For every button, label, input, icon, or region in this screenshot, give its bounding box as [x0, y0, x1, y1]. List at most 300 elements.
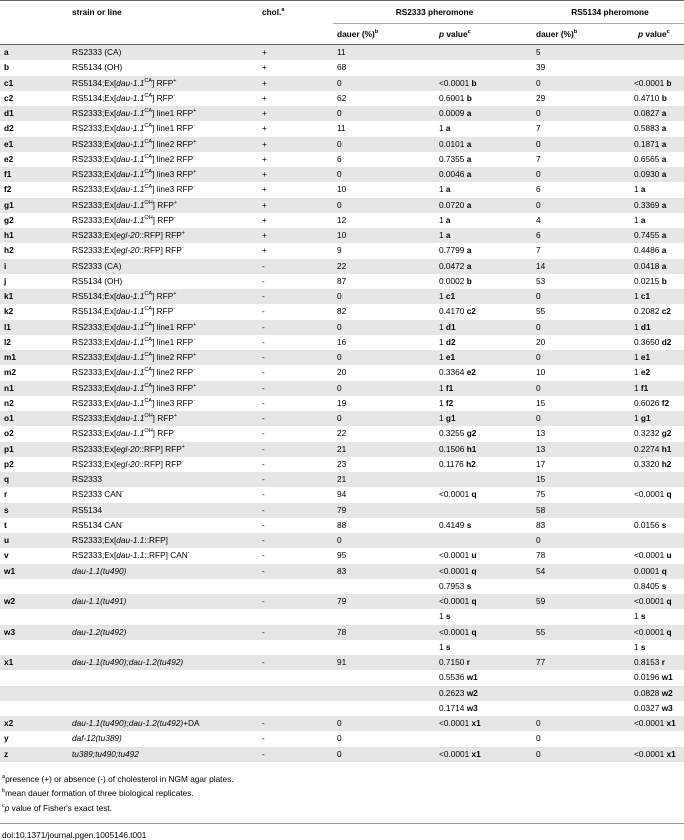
pvalue-compare-ref: w3: [466, 702, 478, 713]
pvalue-number: 0.3232: [634, 428, 662, 439]
pvalue-number: 1: [439, 397, 446, 408]
strain-superscript: +: [193, 169, 197, 175]
strain-text: dau-1.1: [116, 413, 145, 423]
pvalue-compare-ref: g1: [445, 413, 456, 423]
chol-cell: -: [258, 655, 333, 670]
pvalue-rs2333-cell: [435, 304, 532, 319]
pvalue-compare-ref: b: [466, 92, 472, 103]
pvalue-rs5134-cell: [634, 609, 684, 624]
dauer-rs5134-cell: 5: [532, 45, 634, 61]
strain-cell: [68, 289, 258, 304]
strain-cell: [68, 411, 258, 426]
strain-text: RS2333;Ex[: [72, 443, 117, 454]
strain-text: dau-1.2(tu492): [72, 626, 127, 637]
row-id: r: [0, 487, 68, 502]
strain-superscript: -: [173, 92, 176, 99]
chol-cell: +: [258, 198, 333, 213]
dauer-rs2333-cell: [333, 609, 435, 624]
header-row-1: [0, 1, 684, 24]
row-id: p2: [0, 457, 68, 472]
chol-cell: -: [258, 472, 333, 487]
pvalue-rs2333-cell: [435, 594, 532, 609]
pvalue-rs5134-cell: [634, 274, 684, 289]
chol-cell: +: [258, 228, 333, 243]
strain-text: RS2333;Ex[: [72, 336, 117, 347]
pvalue-compare-ref: e1: [445, 352, 456, 362]
pvalue-number: <0.0001: [634, 626, 667, 637]
pvalue-rs5134-cell: [634, 640, 684, 655]
pvalue-number: 0.0196: [634, 672, 662, 683]
pvalue-number: 0.2082: [634, 306, 662, 317]
dauer-rs5134-cell: 13: [532, 426, 634, 441]
pvalue-number: <0.0001: [439, 748, 472, 759]
table-row: [0, 594, 684, 609]
strain-superscript: CA: [144, 352, 153, 358]
pvalue-rs2333-cell: [435, 533, 532, 548]
strain-text: dau-1.1: [116, 336, 145, 347]
strain-text: dau-1.1: [116, 153, 145, 164]
strain-cell: [68, 442, 258, 457]
pvalue-compare-ref: u: [471, 550, 477, 561]
strain-cell: [68, 396, 258, 411]
pvalue-number: <0.0001: [634, 718, 667, 728]
pvalue-rs2333-cell: [435, 457, 532, 472]
strain-superscript: +: [181, 443, 185, 450]
pvalue-compare-ref: a: [661, 108, 667, 118]
strain-text: ] line1 RFP: [152, 336, 194, 347]
strain-cell: [68, 137, 258, 152]
chol-cell: -: [258, 625, 333, 640]
strain-text: dau-1.1: [116, 92, 145, 103]
table-row: [0, 533, 684, 548]
chol-cell: -: [258, 365, 333, 380]
chol-cell: -: [258, 411, 333, 426]
table-row: [0, 686, 684, 701]
dauer-rs2333-cell: 87: [333, 274, 435, 289]
pvalue-compare-ref: a: [661, 169, 667, 179]
pvalue-compare-ref: a: [661, 245, 667, 256]
strain-cell: [68, 228, 258, 243]
pvalue-compare-ref: f2: [445, 397, 454, 408]
pvalue-rs5134-cell: [634, 503, 684, 518]
dauer-rs2333-cell: 11: [333, 121, 435, 136]
dauer-rs5134-cell: 14: [532, 259, 634, 274]
pvalue-compare-ref: q: [471, 626, 477, 637]
dauer-rs2333-cell: 21: [333, 472, 435, 487]
pvalue-compare-ref: s: [466, 580, 472, 591]
pvalue-rs5134-cell: [634, 304, 684, 319]
chol-cell: -: [258, 747, 333, 762]
pvalue-compare-ref: b: [466, 275, 472, 286]
header-pvalue-1: p value$^c$: [435, 24, 532, 45]
pvalue-rs2333-cell: [435, 579, 532, 594]
pvalue-compare-ref: q: [666, 489, 672, 500]
pvalue-compare-ref: f1: [445, 382, 454, 393]
pvalue-rs5134-cell: [634, 289, 684, 304]
dauer-rs2333-cell: 16: [333, 335, 435, 350]
strain-superscript: -: [193, 397, 195, 404]
strain-text: RS2333;Ex[: [72, 108, 117, 118]
strain-superscript: CA: [144, 153, 153, 160]
strain-cell: [68, 121, 258, 136]
strain-superscript: +: [173, 77, 177, 84]
pvalue-rs5134-cell: [634, 182, 684, 197]
chol-cell: +: [258, 106, 333, 121]
pvalue-rs5134-cell: [634, 137, 684, 152]
dauer-rs2333-cell: 0: [333, 76, 435, 91]
strain-superscript: CA: [144, 397, 153, 404]
strain-cell: [68, 213, 258, 228]
dauer-rs2333-cell: 0: [333, 350, 435, 365]
dauer-rs2333-cell: [333, 640, 435, 655]
pvalue-rs2333-cell: [435, 716, 532, 731]
strain-text: RS2333;Ex[: [72, 230, 117, 240]
pvalue-number: 0.0001: [634, 565, 662, 576]
dauer-rs5134-cell: 55: [532, 304, 634, 319]
chol-cell: -: [258, 274, 333, 289]
chol-cell: +: [258, 91, 333, 106]
strain-text: egl-20: [116, 230, 140, 240]
pvalue-rs5134-cell: [634, 701, 684, 716]
pvalue-rs5134-cell: [634, 426, 684, 441]
pvalue-number: 0.7455: [634, 230, 662, 240]
pvalue-number: 0.1714: [439, 702, 467, 713]
pvalue-compare-ref: x1: [666, 718, 676, 728]
table-row: [0, 640, 684, 655]
strain-superscript: +: [181, 230, 185, 236]
pvalue-rs2333-cell: [435, 381, 532, 396]
strain-text: dau-1.1: [116, 352, 145, 362]
pvalue-number: 1: [439, 214, 446, 225]
row-id: k1: [0, 289, 68, 304]
dauer-rs2333-cell: 78: [333, 625, 435, 640]
table-row: [0, 472, 684, 487]
strain-superscript: CA: [144, 184, 153, 191]
strain-cell: [68, 426, 258, 441]
pvalue-number: 0.3364: [439, 367, 467, 378]
pvalue-rs5134-cell: [634, 686, 684, 701]
dauer-rs5134-cell: 0: [532, 731, 634, 746]
pvalue-number: 0.1871: [634, 138, 662, 149]
pvalue-rs5134-cell: [634, 60, 684, 75]
strain-superscript: OH: [144, 413, 153, 419]
strain-text: RS2333: [72, 474, 102, 484]
strain-superscript: CA: [144, 291, 153, 297]
table-row: [0, 396, 684, 411]
row-id: j: [0, 274, 68, 289]
table-row: [0, 731, 684, 746]
strain-cell: [68, 579, 258, 594]
strain-text: ] line1 RFP: [152, 321, 194, 332]
strain-superscript: -: [193, 367, 195, 374]
pvalue-rs5134-cell: [634, 76, 684, 91]
strain-cell: [68, 625, 258, 640]
strain-superscript: +: [193, 382, 197, 389]
strain-cell: [68, 655, 258, 670]
pvalue-compare-ref: q: [471, 565, 477, 576]
pvalue-compare-ref: a: [661, 260, 667, 271]
dauer-rs5134-cell: 58: [532, 503, 634, 518]
header-strain: strain or line: [68, 1, 258, 24]
strain-cell: [68, 243, 258, 258]
pvalue-rs2333-cell: [435, 259, 532, 274]
dauer-rs5134-cell: [532, 579, 634, 594]
table-row: [0, 365, 684, 380]
pvalue-number: 1: [439, 123, 446, 134]
strain-text: RS2333 (CA): [72, 260, 122, 271]
table-row: [0, 213, 684, 228]
dauer-rs5134-cell: 15: [532, 396, 634, 411]
table-row: [0, 426, 684, 441]
pvalue-compare-ref: s: [640, 641, 646, 652]
strain-text: RS2333;Ex[: [72, 397, 117, 408]
strain-text: ] line3 RFP: [152, 169, 194, 179]
chol-cell: [258, 579, 333, 594]
strain-cell: [68, 91, 258, 106]
row-id: [0, 701, 68, 716]
row-id: y: [0, 731, 68, 746]
chol-cell: -: [258, 594, 333, 609]
pvalue-rs5134-cell: [634, 121, 684, 136]
pvalue-compare-ref: w1: [661, 672, 673, 683]
table-row: [0, 518, 684, 533]
row-id: z: [0, 747, 68, 762]
header-group-rs2333: RS2333 pheromone: [333, 1, 532, 24]
strain-text: RS2333 CAN: [72, 489, 122, 500]
chol-cell: -: [258, 487, 333, 502]
row-id: g2: [0, 213, 68, 228]
pvalue-rs2333-cell: [435, 182, 532, 197]
strain-text: RS5134;Ex[: [72, 77, 117, 88]
table-row: [0, 91, 684, 106]
table-row: [0, 457, 684, 472]
strain-text: RS2333;Ex[: [72, 169, 117, 179]
table-row: [0, 411, 684, 426]
strain-text: +DA: [183, 718, 200, 728]
dauer-rs5134-cell: 7: [532, 121, 634, 136]
strain-text: dau-1.1: [116, 428, 145, 439]
pvalue-number: 0.3369: [634, 199, 662, 210]
strain-superscript: -: [181, 458, 184, 465]
pvalue-number: 1: [634, 641, 641, 652]
strain-cell: [68, 472, 258, 487]
chol-cell: -: [258, 426, 333, 441]
pvalue-compare-ref: a: [661, 153, 667, 164]
table-row: [0, 259, 684, 274]
row-id: o2: [0, 426, 68, 441]
pvalue-compare-ref: w2: [661, 687, 673, 698]
chol-cell: -: [258, 503, 333, 518]
dauer-rs2333-cell: 82: [333, 304, 435, 319]
dauer-rs2333-cell: 94: [333, 487, 435, 502]
strain-text: ::RFP] RFP: [139, 458, 182, 469]
row-id: c2: [0, 91, 68, 106]
pvalue-number: 1: [439, 230, 446, 240]
chol-cell: -: [258, 289, 333, 304]
table-row: [0, 747, 684, 762]
dauer-rs5134-cell: 59: [532, 594, 634, 609]
strain-superscript: OH: [144, 199, 153, 206]
header-group-rs5134: RS5134 pheromone: [532, 1, 684, 24]
pvalue-number: 0.1176: [439, 458, 467, 469]
table-row: [0, 106, 684, 121]
pvalue-rs2333-cell: [435, 121, 532, 136]
strain-superscript: +: [193, 321, 197, 328]
pvalue-rs5134-cell: [634, 472, 684, 487]
strain-cell: [68, 365, 258, 380]
pvalue-number: 0.4710: [634, 92, 662, 103]
table-row: [0, 320, 684, 335]
pvalue-rs2333-cell: [435, 198, 532, 213]
strain-text: RS2333;Ex[: [72, 367, 117, 378]
row-id: d2: [0, 121, 68, 136]
row-id: b: [0, 60, 68, 75]
pvalue-number: <0.0001: [634, 489, 667, 500]
pvalue-rs2333-cell: [435, 91, 532, 106]
pvalue-number: 0.0472: [439, 260, 467, 271]
pvalue-compare-ref: c2: [466, 306, 476, 317]
pvalue-number: 0.0327: [634, 702, 662, 713]
strain-text: RS2333;Ex[: [72, 550, 117, 561]
dauer-rs5134-cell: 4: [532, 213, 634, 228]
chol-cell: [258, 701, 333, 716]
pvalue-compare-ref: f1: [640, 382, 649, 393]
pvalue-compare-ref: d1: [445, 321, 456, 332]
dauer-rs2333-cell: 21: [333, 442, 435, 457]
table-row: [0, 243, 684, 258]
pvalue-number: <0.0001: [439, 718, 472, 728]
chol-cell: -: [258, 457, 333, 472]
pvalue-number: 1: [439, 352, 446, 362]
dauer-rs2333-cell: 11: [333, 45, 435, 61]
table-row: [0, 579, 684, 594]
table-row: [0, 716, 684, 731]
row-id: f1: [0, 167, 68, 182]
chol-cell: -: [258, 350, 333, 365]
dauer-rs5134-cell: 6: [532, 228, 634, 243]
strain-cell: [68, 731, 258, 746]
strain-text: ::RFP] CAN: [144, 550, 188, 561]
pvalue-number: 1: [634, 184, 641, 195]
chol-cell: +: [258, 121, 333, 136]
pvalue-compare-ref: r: [466, 657, 470, 667]
strain-text: dau-1.1: [116, 169, 145, 179]
pvalue-rs5134-cell: [634, 442, 684, 457]
row-id: n2: [0, 396, 68, 411]
strain-superscript: -: [193, 123, 195, 130]
pvalue-number: 0.6001: [439, 92, 467, 103]
pvalue-number: 0.0720: [439, 199, 467, 210]
footnote-b: $^b$mean dauer formation of three biological replicates.: [2, 788, 194, 799]
dauer-rs2333-cell: [333, 579, 435, 594]
dauer-rs5134-cell: 0: [532, 320, 634, 335]
doi-line: doi:10.1371/journal.pgen.1005146.t001: [0, 823, 684, 840]
pvalue-compare-ref: h1: [466, 443, 477, 454]
dauer-rs2333-cell: 9: [333, 243, 435, 258]
table-row: [0, 45, 684, 61]
dauer-rs2333-cell: 0: [333, 381, 435, 396]
dauer-rs5134-cell: 54: [532, 564, 634, 579]
pvalue-rs5134-cell: [634, 533, 684, 548]
strain-superscript: -: [181, 245, 184, 252]
pvalue-compare-ref: g1: [640, 413, 651, 423]
strain-superscript: CA: [144, 108, 153, 114]
pvalue-number: 0.7799: [439, 245, 467, 256]
strain-text: dau-1.1: [116, 550, 145, 561]
pvalue-compare-ref: u: [666, 550, 672, 561]
table-row: [0, 182, 684, 197]
strain-text: ] RFP: [152, 413, 174, 423]
dauer-rs2333-cell: 68: [333, 60, 435, 75]
pvalue-number: 1: [634, 367, 641, 378]
strain-text: tu389;tu490;tu492: [72, 748, 139, 759]
pvalue-compare-ref: b: [471, 77, 477, 88]
dauer-rs2333-cell: 0: [333, 289, 435, 304]
pvalue-compare-ref: a: [445, 184, 451, 195]
table-row: [0, 152, 684, 167]
chol-cell: +: [258, 76, 333, 91]
row-id: d1: [0, 106, 68, 121]
pvalue-rs2333-cell: [435, 426, 532, 441]
pvalue-compare-ref: w1: [466, 672, 478, 683]
dauer-rs5134-cell: 39: [532, 60, 634, 75]
strain-text: ] line2 RFP: [152, 153, 194, 164]
pvalue-rs2333-cell: [435, 76, 532, 91]
table-row: [0, 548, 684, 563]
pvalue-rs2333-cell: [435, 106, 532, 121]
chol-cell: [258, 640, 333, 655]
pvalue-rs5134-cell: [634, 457, 684, 472]
row-id: p1: [0, 442, 68, 457]
dauer-rs2333-cell: 79: [333, 503, 435, 518]
strain-cell: [68, 716, 258, 731]
chol-cell: +: [258, 167, 333, 182]
strain-text: dau-1.1: [116, 306, 145, 317]
dauer-rs5134-cell: [532, 701, 634, 716]
pvalue-rs2333-cell: [435, 411, 532, 426]
row-id: x2: [0, 716, 68, 731]
strain-text: dau-1.1: [116, 382, 145, 393]
strain-text: egl-20: [116, 245, 140, 256]
dauer-rs5134-cell: 55: [532, 625, 634, 640]
pvalue-rs5134-cell: [634, 579, 684, 594]
pvalue-rs2333-cell: [435, 350, 532, 365]
row-id: v: [0, 548, 68, 563]
pvalue-compare-ref: s: [466, 519, 472, 530]
pvalue-number: 1: [634, 214, 641, 225]
pvalue-rs2333-cell: [435, 396, 532, 411]
pvalue-compare-ref: q: [471, 596, 477, 606]
table-row: [0, 289, 684, 304]
chol-cell: +: [258, 45, 333, 61]
pvalue-compare-ref: q: [471, 489, 477, 500]
table-row: [0, 137, 684, 152]
strain-text: RS5134 (OH): [72, 62, 123, 73]
strain-cell: [68, 76, 258, 91]
pvalue-number: 0.0002: [439, 275, 467, 286]
table-row: [0, 167, 684, 182]
strain-cell: [68, 274, 258, 289]
pvalue-number: <0.0001: [439, 565, 472, 576]
chol-cell: -: [258, 533, 333, 548]
chol-cell: -: [258, 259, 333, 274]
pvalue-compare-ref: a: [466, 138, 472, 149]
pvalue-rs2333-cell: [435, 167, 532, 182]
chol-cell: [258, 670, 333, 685]
dauer-rs2333-cell: 0: [333, 533, 435, 548]
row-id: o1: [0, 411, 68, 426]
pvalue-compare-ref: r: [661, 657, 665, 667]
